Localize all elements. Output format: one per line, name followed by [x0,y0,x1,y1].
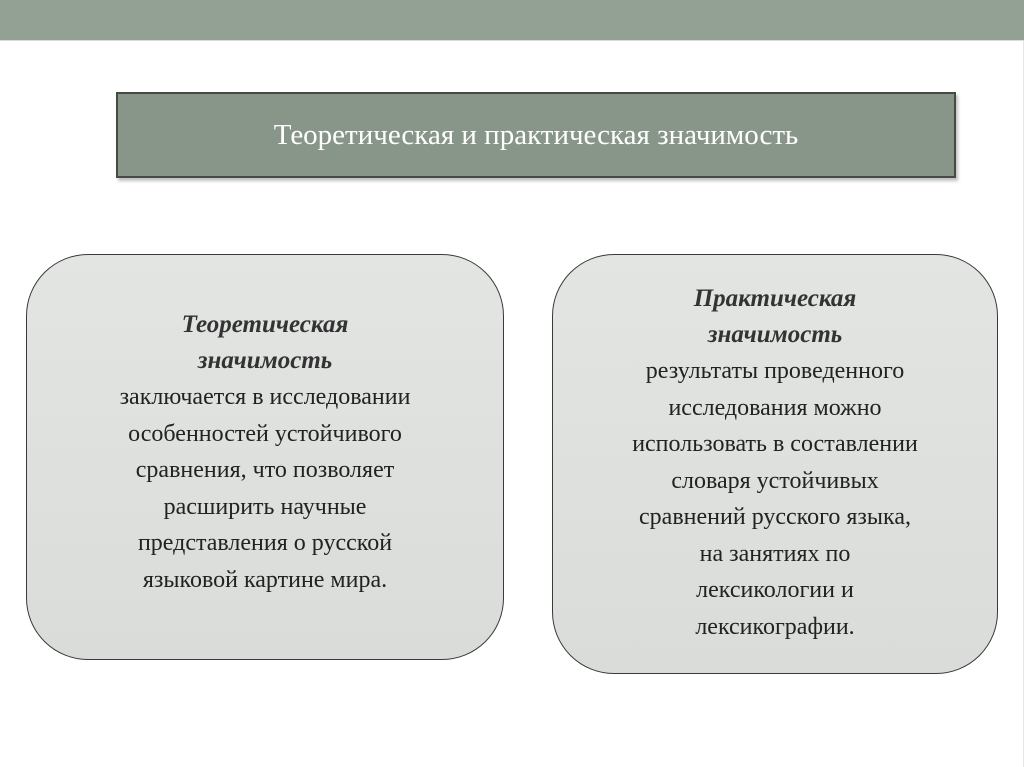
practical-significance-heading: Практическая значимость [693,285,857,348]
theoretical-significance-text: заключается в исследовании особенностей устойчивого сравнения, что позволяет расширить научные представления о русской языковой картине мира. [119,384,411,593]
top-banner-divider [0,40,1024,41]
theoretical-significance-card [26,254,504,660]
top-banner [0,0,1024,40]
practical-significance-card [552,254,998,674]
slide-title-box [116,92,956,178]
practical-significance-text: результаты проведенного исследования можно использовать в составлении словаря устойчивых сравнений русского языка, на занятиях по лексикологии и лексикографии. [632,358,918,640]
slide-title: Теоретическая и практическая значимость [273,118,799,151]
theoretical-significance-heading: Теоретическая значимость [181,311,349,374]
